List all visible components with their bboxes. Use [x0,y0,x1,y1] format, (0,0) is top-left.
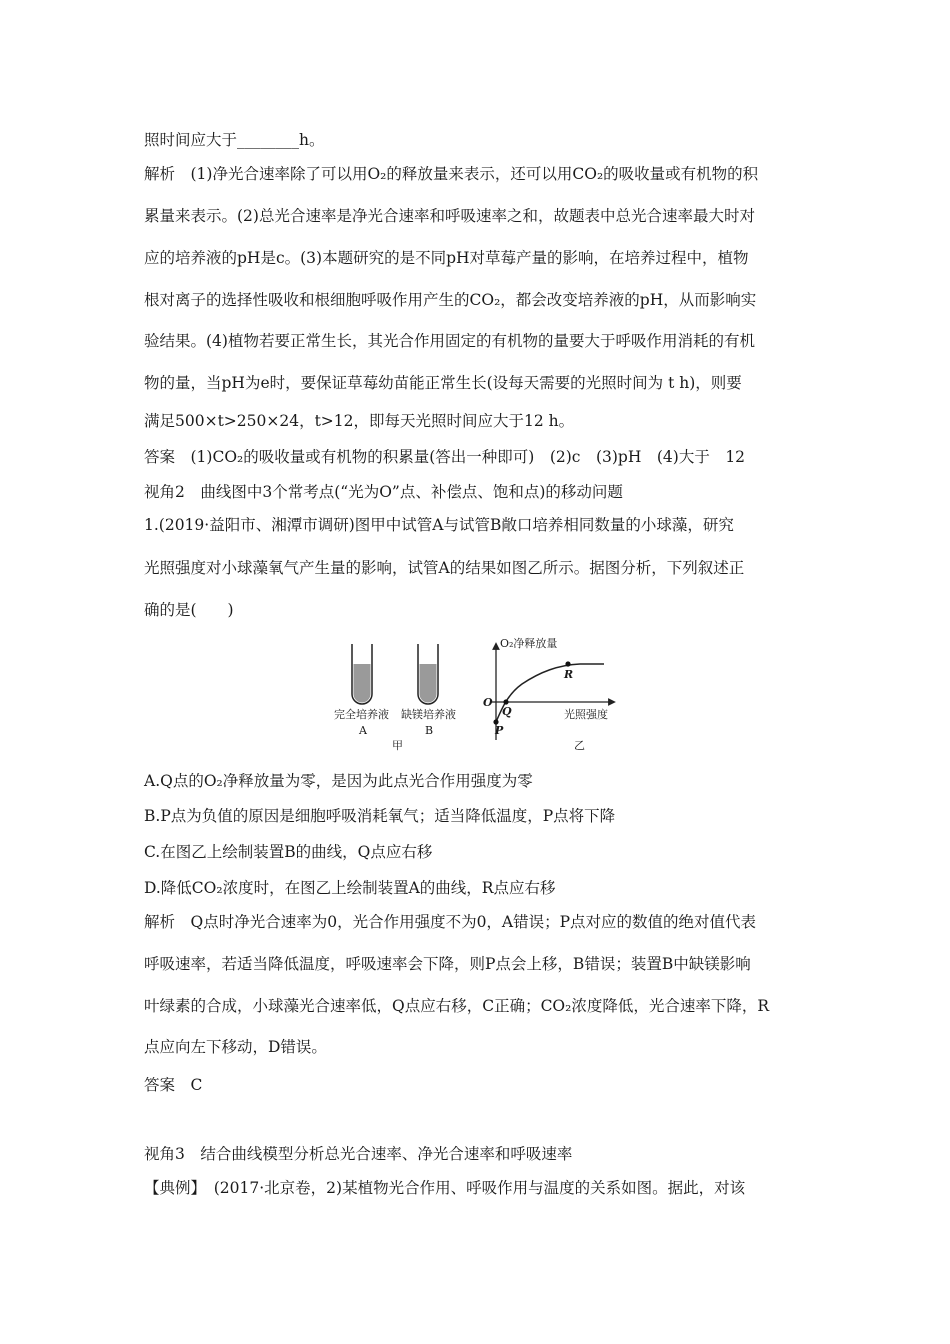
caption-left: 甲 [392,739,403,752]
answer-line: 答案 (1)CO₂的吸收量或有机物的积累量(答出一种即可) (2)c (3)pH (4)大于 12 [144,448,746,466]
text-line: 满足500×t>250×24，t>12，即每天光照时间应大于12 h。 [144,412,575,430]
caption-right: 乙 [574,739,585,752]
point-p-label: P [495,724,504,737]
figure [330,636,630,754]
text-line: 累量来表示。(2)总光合速率是净光合速率和呼吸速率之和，故题表中总光合速率最大时对 [144,207,755,225]
option-b: B.P点为负值的原因是细胞呼吸消耗氧气；适当降低温度，P点将下降 [144,807,616,825]
figure-drawing [330,636,630,754]
point-q-label: Q [502,705,512,718]
y-axis-label: O₂净释放量 [500,637,558,650]
test-tube-b [418,644,438,704]
text-line: 解析 Q点时净光合速率为0，光合作用强度不为0，A错误；P点对应的数值的绝对值代表 [144,913,757,931]
option-a: A.Q点的O₂净释放量为零，是因为此点光合作用强度为零 [144,772,533,790]
tube-a-label: 完全培养液 [334,708,389,721]
option-d: D.降低CO₂浓度时，在图乙上绘制装置A的曲线，R点应右移 [144,879,556,897]
tube-b-letter: B [425,724,434,737]
x-axis-label: 光照强度 [564,708,608,721]
question-line: 确的是( ) [144,601,234,619]
text-line: 应的培养液的pH是c。(3)本题研究的是不同pH对草莓产量的影响，在培养过程中，植物 [144,249,749,267]
tube-b-label: 缺镁培养液 [401,708,456,721]
text-line: 验结果。(4)植物若要正常生长，其光合作用固定的有机物的量要大于呼吸作用消耗的有机 [144,332,755,350]
test-tube-a [352,644,372,704]
section-heading: 视角3 结合曲线模型分析总光合速率、净光合速率和呼吸速率 [144,1145,573,1163]
point-r-dot [565,661,570,666]
text-line: 物的量，当pH为e时，要保证草莓幼苗能正常生长(设每天需要的光照时间为 t h)，则要 [144,374,742,392]
text-line: 叶绿素的合成，小球藻光合速率低，Q点应右移，C正确；CO₂浓度降低，光合速率下降，R [144,997,770,1015]
tube-a-letter: A [359,724,367,737]
text-line: 呼吸速率，若适当降低温度，呼吸速率会下降，则P点会上移，B错误；装置B中缺镁影响 [144,955,751,973]
point-q-dot [503,699,508,704]
question-line: 光照强度对小球藻氧气产生量的影响，试管A的结果如图乙所示。据图分析，下列叙述正 [144,559,745,577]
section-heading: 视角2 曲线图中3个常考点(“光为O”点、补偿点、饱和点)的移动问题 [144,483,623,501]
text-line: 解析 (1)净光合速率除了可以用O₂的释放量来表示，还可以用CO₂的吸收量或有机物的积 [144,165,759,183]
origin-label: O [483,696,493,709]
answer-line: 答案 C [144,1076,203,1094]
example-line: 【典例】 (2017·北京卷，2)某植物光合作用、呼吸作用与温度的关系如图。据此，对该 [144,1179,746,1197]
question-line: 1.(2019·益阳市、湘潭市调研)图甲中试管A与试管B敞口培养相同数量的小球藻，研究 [144,516,734,534]
point-r-label: R [564,668,574,681]
text-line: 点应向左下移动，D错误。 [144,1038,327,1056]
text-line: 照时间应大于________h。 [144,131,325,149]
text-line: 根对离子的选择性吸收和根细胞呼吸作用产生的CO₂，都会改变培养液的pH，从而影响实 [144,291,757,309]
option-c: C.在图乙上绘制装置B的曲线，Q点应右移 [144,843,433,861]
